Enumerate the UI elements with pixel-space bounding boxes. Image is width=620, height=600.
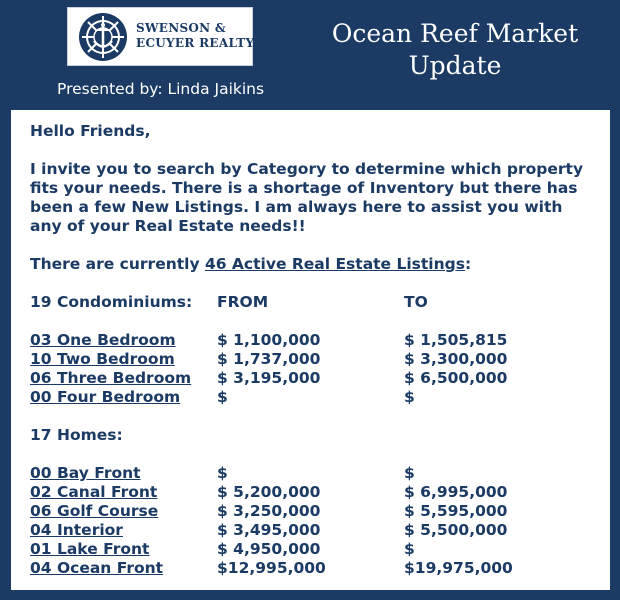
content-panel — [11, 110, 610, 590]
homes-heading: 17 Homes: — [30, 426, 123, 444]
price-from: $ 3,495,000 — [217, 521, 321, 539]
home-interior-link[interactable]: 04 Interior — [30, 521, 123, 539]
condo-three-bedroom-link[interactable]: 06 Three Bedroom — [30, 369, 192, 387]
greeting: Hello Friends, — [30, 122, 151, 140]
home-lake-front-link[interactable]: 01 Lake Front — [30, 540, 150, 558]
home-golf-course-link[interactable]: 06 Golf Course — [30, 502, 159, 520]
price-from: $ 1,737,000 — [217, 350, 321, 368]
anchor-wheel-icon — [78, 12, 128, 62]
price-from: $ 1,100,000 — [217, 331, 321, 349]
price-from: $ — [217, 464, 228, 482]
price-from: $ 3,195,000 — [217, 369, 321, 387]
condo-two-bedroom-link[interactable]: 10 Two Bedroom — [30, 350, 175, 368]
from-label: FROM — [217, 293, 269, 311]
table-row — [30, 540, 591, 559]
table-row — [30, 350, 591, 369]
to-label: TO — [404, 293, 428, 311]
active-listings-link[interactable]: 46 Active Real Estate Listings — [204, 255, 465, 273]
table-row — [30, 464, 591, 483]
table-row — [30, 331, 591, 350]
table-row — [30, 388, 591, 407]
homes-header-row — [30, 426, 591, 445]
active-prefix: There are currently — [30, 255, 205, 273]
intro-paragraph: I invite you to search by Category to determine which property fits your needs. There is a shortage of Inventory but there has been a few New Listings. I am always here to assist you with any of your Real Estate needs!! — [30, 160, 584, 235]
presented-by: Presented by: Linda Jaikins — [57, 80, 265, 98]
title-line-1: Ocean Reef Market — [331, 19, 579, 48]
table-row — [30, 369, 591, 388]
price-to: $ 6,500,000 — [404, 369, 508, 387]
table-row — [30, 521, 591, 540]
table-row — [30, 483, 591, 502]
table-row — [30, 502, 591, 521]
price-to: $ 5,500,000 — [404, 521, 508, 539]
header — [0, 0, 620, 110]
company-logo[interactable] — [67, 7, 253, 66]
table-row — [30, 559, 591, 578]
condo-four-bedroom-link[interactable]: 00 Four Bedroom — [30, 388, 181, 406]
price-from: $ 5,200,000 — [217, 483, 321, 501]
price-to: $ — [404, 540, 415, 558]
price-to: $ — [404, 464, 415, 482]
price-to: $ 1,505,815 — [404, 331, 508, 349]
logo-text — [136, 21, 254, 51]
active-suffix: : — [464, 255, 472, 273]
price-to: $ 5,595,000 — [404, 502, 508, 520]
price-from: $ 4,950,000 — [217, 540, 321, 558]
price-to: $19,975,000 — [404, 559, 513, 577]
title-line-2: Update — [408, 51, 502, 80]
price-from: $12,995,000 — [217, 559, 326, 577]
price-to: $ — [404, 388, 415, 406]
price-to: $ 3,300,000 — [404, 350, 508, 368]
condo-one-bedroom-link[interactable]: 03 One Bedroom — [30, 331, 176, 349]
home-ocean-front-link[interactable]: 04 Ocean Front — [30, 559, 164, 577]
logo-line-1: SWENSON & — [136, 21, 227, 35]
price-to: $ 6,995,000 — [404, 483, 508, 501]
home-bay-front-link[interactable]: 00 Bay Front — [30, 464, 141, 482]
price-from: $ 3,250,000 — [217, 502, 321, 520]
condos-heading: 19 Condominiums: — [30, 293, 193, 311]
page-title — [320, 18, 590, 82]
price-from: $ — [217, 388, 228, 406]
logo-line-2: ECUYER REALTY — [136, 36, 255, 50]
home-canal-front-link[interactable]: 02 Canal Front — [30, 483, 158, 501]
active-listings-line — [30, 255, 591, 274]
condos-header-row — [30, 293, 591, 312]
